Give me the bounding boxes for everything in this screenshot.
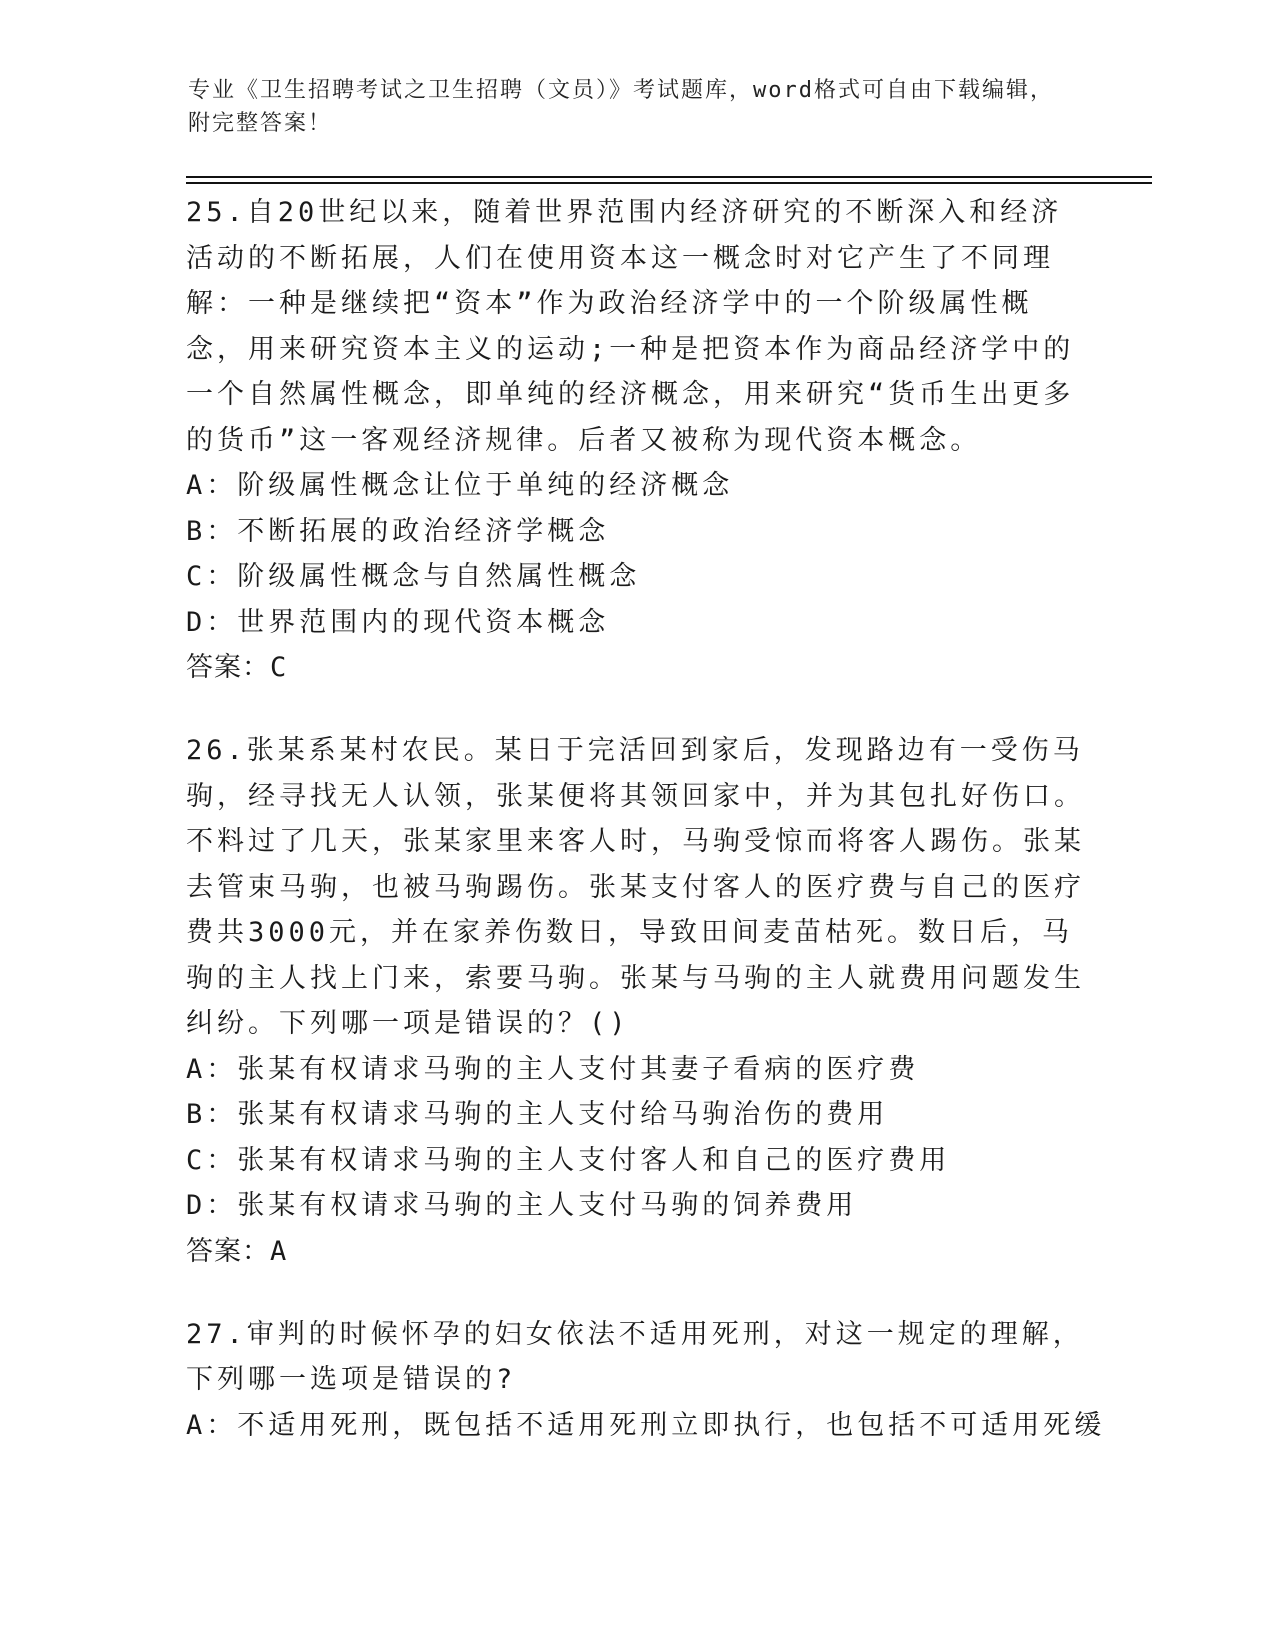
answer-label: 答案： [186, 652, 270, 683]
option-c: C：张某有权请求马驹的主人支付客人和自己的医疗费用 [186, 1144, 951, 1176]
option-d: D：世界范围内的现代资本概念 [186, 606, 610, 638]
question-stem: 27.审判的时候怀孕的妇女依法不适用死刑，对这一规定的理解，下列哪一选项是错误的? [186, 1318, 1084, 1395]
answer-value: C [270, 652, 287, 683]
answer-label: 答案： [186, 1235, 270, 1267]
answer-line [186, 645, 1086, 691]
answer-value: A [270, 1235, 287, 1267]
answer-line [186, 1229, 1086, 1275]
question-list [186, 190, 1106, 1485]
option-a: A：不适用死刑，既包括不适用死刑立即执行，也包括不可适用死缓 [186, 1409, 1106, 1441]
question-25 [186, 190, 1086, 691]
question-stem: 25.自20世纪以来，随着世界范围内经济研究的不断深入和经济活动的不断拓展，人们在使用资本这一概念时对它产生了不同理解：一种是继续把“资本”作为政治经济学中的一个阶级属性概念，用来研究资本主义的运动;一种是把资本作为商品经济学中的一个自然属性概念，即单纯的经济概念，用来研究“货币生出更多的货币”这一客观经济规律。后者又被称为现代资本概念。 [186, 197, 1075, 456]
option-b: B：不断拓展的政治经济学概念 [186, 515, 610, 547]
question-27 [186, 1312, 1106, 1449]
option-c: C：阶级属性概念与自然属性概念 [186, 561, 641, 592]
header-divider-bottom [186, 182, 1152, 184]
option-d: D：张某有权请求马驹的主人支付马驹的饲养费用 [186, 1190, 858, 1221]
option-a: A：阶级属性概念让位于单纯的经济概念 [186, 470, 734, 501]
option-b: B：张某有权请求马驹的主人支付给马驹治伤的费用 [186, 1099, 889, 1130]
page-header: 专业《卫生招聘考试之卫生招聘（文员）》考试题库，word格式可自由下载编辑，附完整答案！ [188, 78, 1054, 136]
option-a: A：张某有权请求马驹的主人支付其妻子看病的医疗费 [186, 1053, 920, 1085]
question-stem: 26.张某系某村农民。某日于完活回到家后，发现路边有一受伤马驹，经寻找无人认领，张某便将其领回家中，并为其包扎好伤口。不料过了几天，张某家里来客人时，马驹受惊而将客人踢伤。张某去管束马驹，也被马驹踢伤。张某支付客人的医疗费与自己的医疗费共3000元，并在家养伤数日，导致田间麦苗枯死。数日后，马驹的主人找上门来，索要马驹。张某与马驹的主人就费用问题发生纠纷。下列哪一项是错误的？() [186, 735, 1085, 1039]
header-divider-top [186, 176, 1152, 178]
question-26 [186, 728, 1086, 1275]
